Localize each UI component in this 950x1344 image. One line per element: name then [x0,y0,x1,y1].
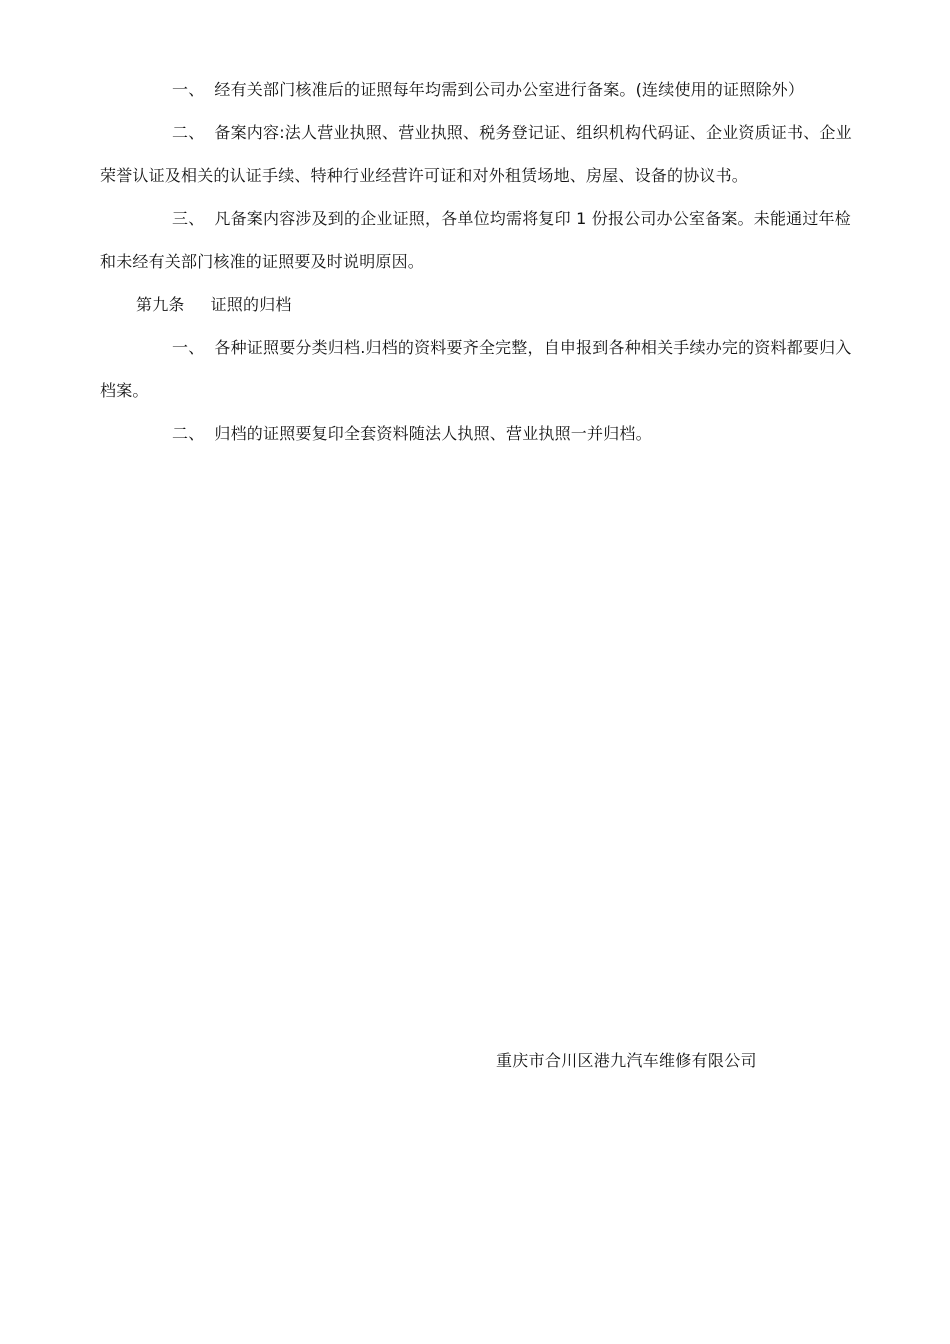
clause-number: 三、 [172,209,205,228]
article-heading [100,283,860,326]
archive-clause-2 [100,412,860,455]
article-title: 证照的归档 [210,295,292,314]
clause-1 [100,68,860,111]
clause-number: 一、 [172,338,205,357]
clause-number: 二、 [172,424,205,443]
clause-number: 二、 [172,123,205,142]
document-body [100,68,860,455]
clause-2 [100,111,860,197]
archive-clause-1 [100,326,860,412]
clause-text: 经有关部门核准后的证照每年均需到公司办公室进行备案。(连续使用的证照除外） [214,80,805,99]
article-number: 第九条 [136,295,185,314]
clause-3 [100,197,860,283]
clause-text: 备案内容:法人营业执照、营业执照、税务登记证、组织机构代码证、企业资质证书、企业荣誉认证及相关的认证手续、特种行业经营许可证和对外租赁场地、房屋、设备的协议书。 [100,123,852,185]
clause-number: 一、 [172,80,205,99]
company-signature: 重庆市合川区港九汽车维修有限公司 [496,1051,757,1070]
clause-text: 凡备案内容涉及到的企业证照，各单位均需将复印 1 份报公司办公室备案。未能通过年检和未经有关部门核准的证照要及时说明原因。 [100,209,851,271]
clause-text: 归档的证照要复印全套资料随法人执照、营业执照一并归档。 [214,424,652,443]
clause-text: 各种证照要分类归档.归档的资料要齐全完整，自申报到各种相关手续办完的资料都要归入档案。 [100,338,852,400]
